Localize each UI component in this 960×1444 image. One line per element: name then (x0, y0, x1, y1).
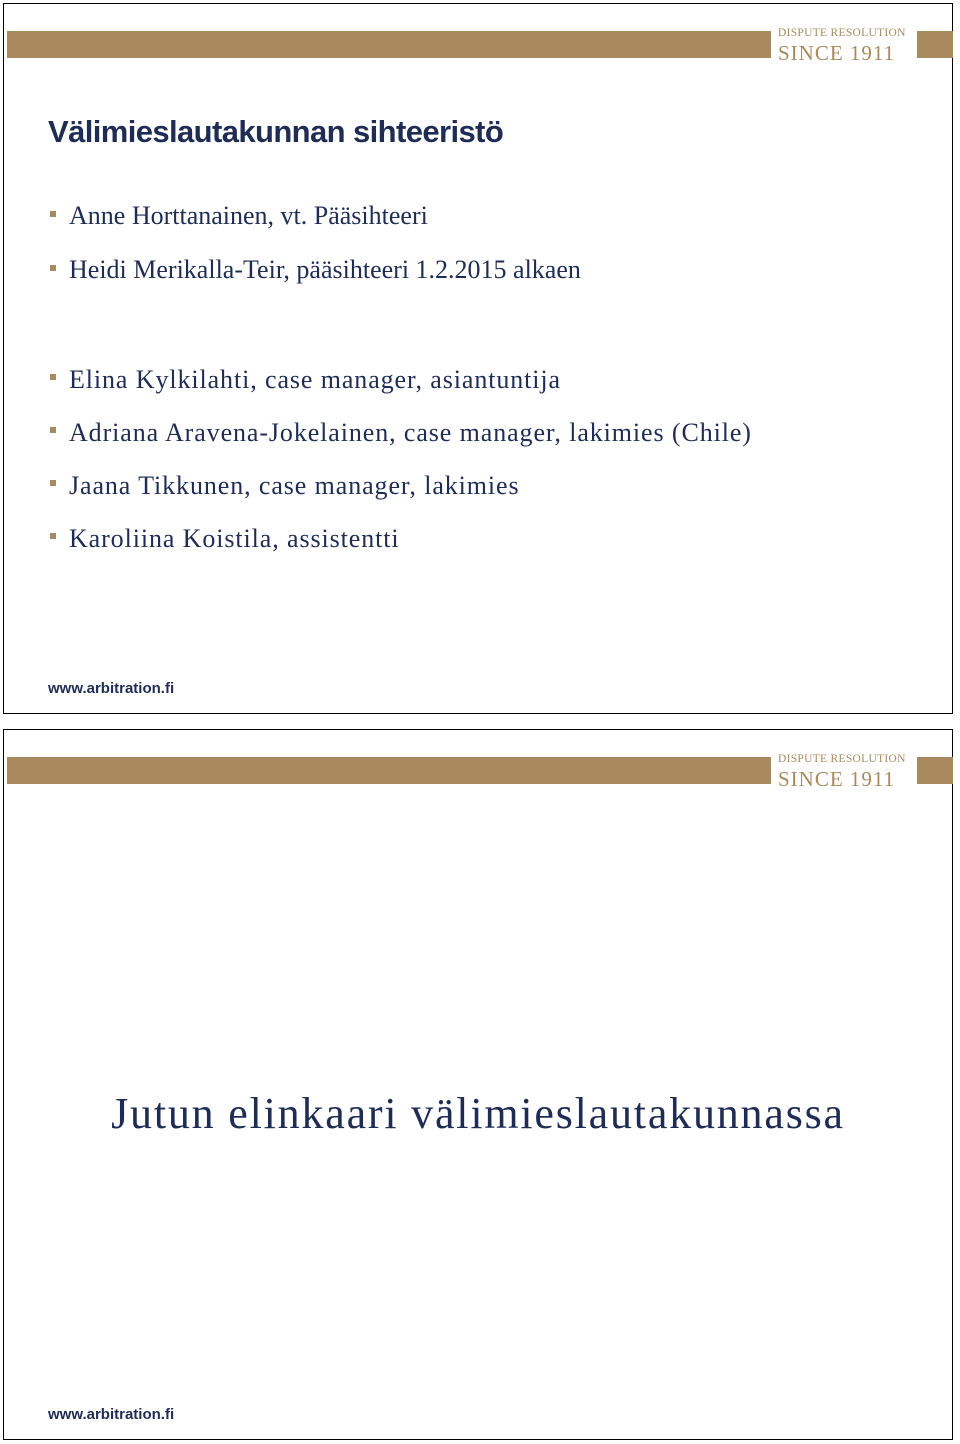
list-item-text: Anne Horttanainen, vt. Pääsihteeri (69, 201, 428, 230)
dispute-resolution-logo (778, 27, 918, 71)
section-title: Jutun elinkaari välimieslautakunnassa (111, 1089, 845, 1138)
slide-2 (3, 729, 953, 1440)
header-bar (7, 757, 771, 784)
list-item-text: Heidi Merikalla-Teir, pääsihteeri 1.2.2015 alkaen (69, 255, 581, 284)
list-item (50, 519, 752, 572)
list-item (50, 253, 581, 307)
list-item-text: Karoliina Koistila, assistentti (69, 524, 400, 553)
list-item-text: Adriana Aravena-Jokelainen, case manager, lakimies (Chile) (69, 418, 752, 447)
header-bar (7, 31, 771, 58)
list-item (50, 466, 752, 519)
slide-1 (3, 3, 953, 714)
logo-line-1: DISPUTE RESOLUTION (778, 753, 906, 765)
list-item (50, 360, 752, 413)
list-item (50, 199, 581, 253)
header-bar-end (917, 757, 953, 784)
square-bullet-icon (50, 427, 56, 433)
square-bullet-icon (50, 265, 56, 271)
slide-title: Välimieslautakunnan sihteeristö (48, 114, 504, 149)
staff-list (50, 360, 752, 572)
square-bullet-icon (50, 533, 56, 539)
secretariat-heads-list (50, 199, 581, 307)
square-bullet-icon (50, 211, 56, 217)
footer-url: www.arbitration.fi (48, 1406, 175, 1423)
list-item-text: Jaana Tikkunen, case manager, lakimies (69, 471, 520, 500)
list-item (50, 413, 752, 466)
logo-line-2: SINCE 1911 (778, 41, 896, 65)
logo-line-1: DISPUTE RESOLUTION (778, 27, 906, 39)
footer-url: www.arbitration.fi (48, 680, 175, 697)
dispute-resolution-logo (778, 753, 918, 797)
header-bar-end (917, 31, 953, 58)
square-bullet-icon (50, 374, 56, 380)
list-item-text: Elina Kylkilahti, case manager, asiantuntija (69, 365, 561, 394)
square-bullet-icon (50, 480, 56, 486)
logo-line-2: SINCE 1911 (778, 767, 896, 791)
